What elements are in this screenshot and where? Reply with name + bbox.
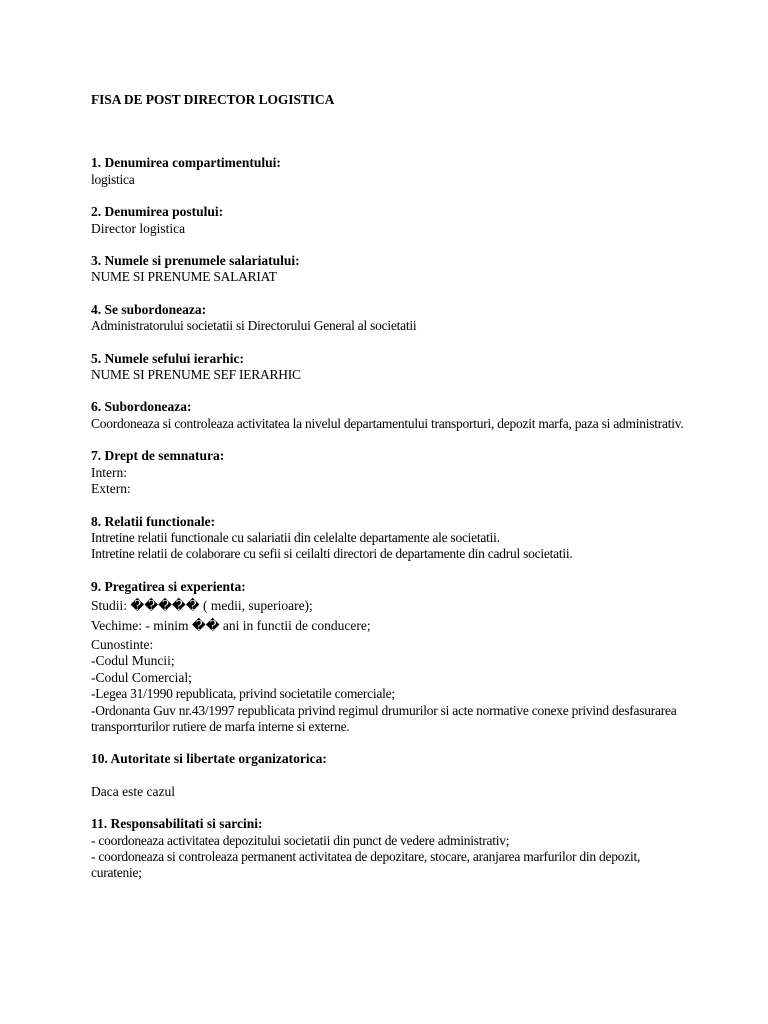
section-text: Daca este cazul bbox=[91, 783, 175, 799]
section-heading: 3. Numele si prenumele salariatului: bbox=[91, 253, 300, 269]
section-text: - coordoneaza activitatea depozitului societatii din punct de vedere administrativ; bbox=[91, 832, 510, 848]
section-heading: 1. Denumirea compartimentului: bbox=[91, 155, 281, 171]
section-heading: 9. Pregatirea si experienta: bbox=[91, 578, 246, 594]
section-text: Coordoneaza si controleaza activitatea la nivelul departamentului transporturi, depozit marfa, paza si administrativ. bbox=[91, 415, 684, 431]
section-text: Administratorului societatii si Directorului General al societatii bbox=[91, 318, 417, 334]
section-signature-rights bbox=[91, 448, 691, 497]
section-text: Intretine relatii functionale cu salariatii din celelalte departamente ale societatii. bbox=[91, 529, 500, 545]
section-manager-name bbox=[91, 351, 691, 384]
section-heading: 2. Denumirea postului: bbox=[91, 204, 224, 220]
section-text: Intern: bbox=[91, 464, 127, 480]
section-employee-name bbox=[91, 253, 691, 286]
spacer bbox=[91, 768, 691, 784]
section-authority bbox=[91, 751, 691, 800]
section-text: logistica bbox=[91, 171, 135, 187]
section-text: - coordoneaza si controleaza permanent activitatea de depozitare, stocare, aranjarea marfurilor din depozit, curatenie; bbox=[91, 849, 641, 881]
section-text: Extern: bbox=[91, 481, 131, 497]
section-subordinates bbox=[91, 399, 691, 432]
knowledge-item: -Codul Muncii; bbox=[91, 653, 175, 669]
section-heading: 6. Subordoneaza: bbox=[91, 399, 192, 415]
section-responsibilities bbox=[91, 816, 691, 882]
section-heading: 5. Numele sefului ierarhic: bbox=[91, 350, 244, 366]
section-text: NUME SI PRENUME SEF IERARHIC bbox=[91, 367, 301, 383]
section-department bbox=[91, 155, 691, 188]
document-title: FISA DE POST DIRECTOR LOGISTICA bbox=[91, 92, 335, 107]
section-heading: 8. Relatii functionale: bbox=[91, 513, 216, 529]
document-page bbox=[91, 92, 691, 898]
section-heading: 10. Autoritate si libertate organizatorica: bbox=[91, 751, 327, 767]
knowledge-item: -Codul Comercial; bbox=[91, 669, 192, 685]
section-text: Intretine relatii de colaborare cu sefii si ceilalti directori de departamente din cadrul societatii. bbox=[91, 546, 573, 562]
section-functional-relations bbox=[91, 514, 691, 563]
section-position bbox=[91, 204, 691, 237]
section-reports-to bbox=[91, 302, 691, 335]
section-heading: 11. Responsabilitati si sarcini: bbox=[91, 816, 263, 832]
section-heading: 7. Drept de semnatura: bbox=[91, 448, 225, 464]
knowledge-label: Cunostinte: bbox=[91, 636, 154, 652]
section-text: Director logistica bbox=[91, 220, 186, 236]
knowledge-item: -Legea 31/1990 republicata, privind societatile comerciale; bbox=[91, 686, 395, 702]
studies-line: Studii: ����� ( medii, superioare); bbox=[91, 598, 313, 614]
seniority-line: Vechime: - minim �� ani in functii de conducere; bbox=[91, 617, 371, 633]
section-text: NUME SI PRENUME SALARIAT bbox=[91, 269, 277, 285]
section-training-experience bbox=[91, 579, 691, 736]
section-heading: 4. Se subordoneaza: bbox=[91, 301, 207, 317]
knowledge-item: -Ordonanta Guv nr.43/1997 republicata privind regimul drumurilor si acte normative conexe privind desfasurarea transporrturilor rutiere de marfa interne si externe. bbox=[91, 702, 677, 734]
